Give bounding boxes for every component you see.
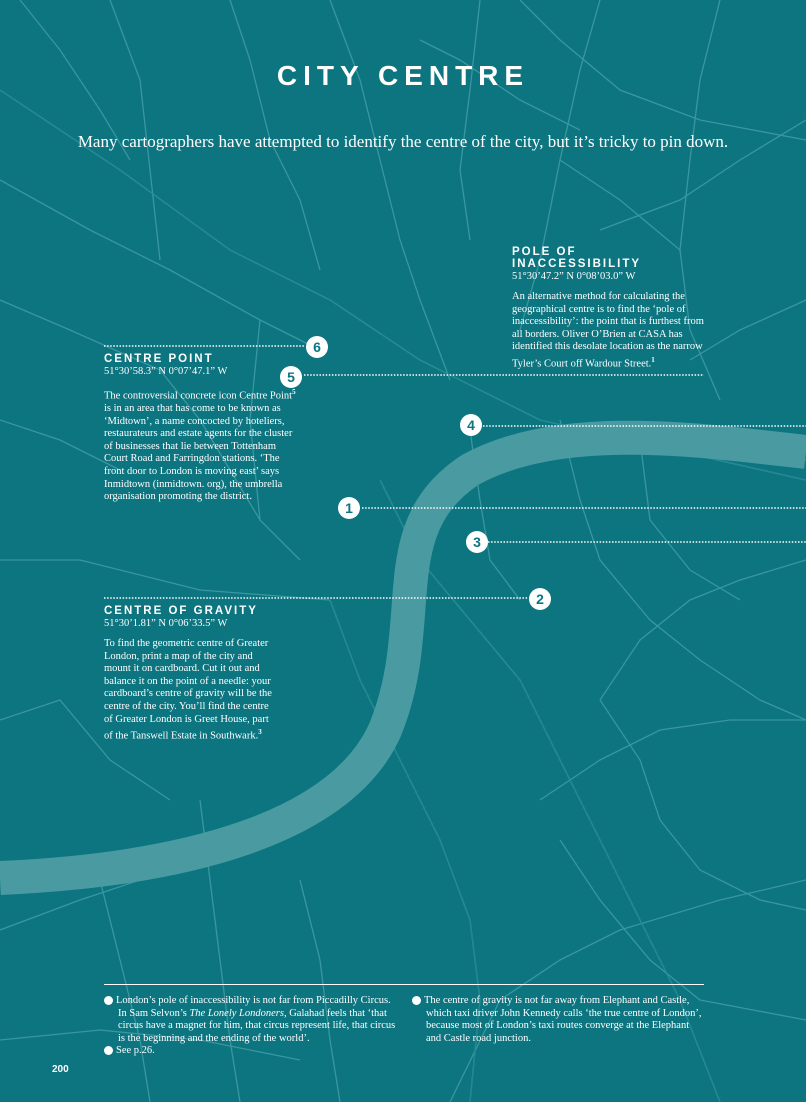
marker-5-label: 5	[287, 369, 295, 385]
centre-point-footnote-ref: 5	[292, 388, 296, 396]
gravity-body	[104, 638, 276, 743]
marker-2-label: 2	[536, 591, 544, 607]
centre-point-text-b: is in an area that has come to be known as ‘Midtown’, a name concocted by hoteliers, restaurateurs and estate agents for the cluster of businesses that lie between Tottenham Court Road and Farringdon stations. ‘The front door to London is moving east’ says Inmidtown (inmidtown. org), the umbrella organisation promoting the district.	[104, 403, 293, 503]
marker-4	[460, 414, 482, 436]
footnotes-left	[99, 995, 400, 1058]
centre-of-gravity-block	[104, 605, 276, 743]
marker-1-label: 1	[345, 500, 353, 516]
marker-6	[306, 336, 328, 358]
marker-3-label: 3	[473, 534, 481, 550]
footnote-1-marker: 1	[104, 996, 113, 1005]
pole-text: An alternative method for calculating the geographical centre is to find the ‘pole of inaccessibility’: the point that is furthest from all borders. Oliver O’Brien at CASA has identified this desolate location as the narrow Tyler’s Court off Wardour Street.	[512, 291, 704, 370]
centre-point-text-a: The controversial concrete icon Centre Point	[104, 390, 293, 402]
pole-footnote-ref: 1	[651, 355, 655, 364]
footnote-3	[407, 995, 704, 1045]
centre-point-block	[104, 353, 296, 504]
marker-4-label: 4	[467, 417, 475, 433]
page-title: CITY CENTRE	[276, 60, 530, 91]
centre-point-body	[104, 386, 296, 504]
pole-coordinates: 51°30’47.2” N 0°08’03.0” W	[512, 271, 636, 282]
pole-body	[512, 291, 707, 371]
marker-3	[466, 531, 488, 553]
pole-of-inaccessibility-block	[512, 246, 707, 371]
gravity-text: To find the geometric centre of Greater London, print a map of the city and mount it on cardboard. Cut it out and balance it on the point of a needle: your cardboard’s centre of gravity will be the centre of the city. You’ll find the centre of Greater London is Greet House, part of the Tanswell Estate in Southwark.	[104, 638, 272, 742]
gravity-coordinates: 51°30’1.81” N 0°06’33.5” W	[104, 618, 228, 629]
footnotes-right	[407, 995, 704, 1045]
marker-1	[338, 497, 360, 519]
footnote-1	[99, 995, 400, 1045]
page-number: 200	[52, 1064, 69, 1075]
centre-point-coordinates: 51°30’58.3” N 0°07’47.1” W	[104, 366, 228, 377]
footnote-1-text-b: , Galahad feels that ‘that circus have a magnet for him, that circus represent life, that circus is the beginning and the ending of the world’.	[118, 1007, 396, 1044]
marker-6-label: 6	[313, 339, 321, 355]
gravity-footnote-ref: 3	[258, 728, 262, 737]
gravity-heading: CENTRE OF GRAVITY	[104, 605, 258, 617]
footnote-divider	[104, 984, 704, 985]
footnote-1-text-a: London’s pole of inaccessibility is not far from Piccadilly Circus. In Sam Selvon’s	[116, 995, 391, 1019]
footnote-3-marker: 3	[412, 996, 421, 1005]
footnote-2-marker: 2	[104, 1046, 113, 1055]
footnote-2	[99, 1045, 400, 1058]
footnote-1-book-title: The Lonely Londoners	[189, 1007, 284, 1019]
marker-2	[529, 588, 551, 610]
centre-point-heading: CENTRE POINT	[104, 353, 214, 365]
page-intro: Many cartographers have attempted to identify the centre of the city, but it’s tricky to pin down.	[77, 132, 729, 151]
footnote-3-text: The centre of gravity is not far away from Elephant and Castle, which taxi driver John Kennedy calls ‘the true centre of London’, because most of London’s taxi routes converge at the Elephant and Castle road junction.	[424, 995, 702, 1044]
footnote-2-text: See p.26.	[116, 1045, 155, 1057]
pole-heading: POLE OF INACCESSIBILITY	[512, 246, 642, 270]
